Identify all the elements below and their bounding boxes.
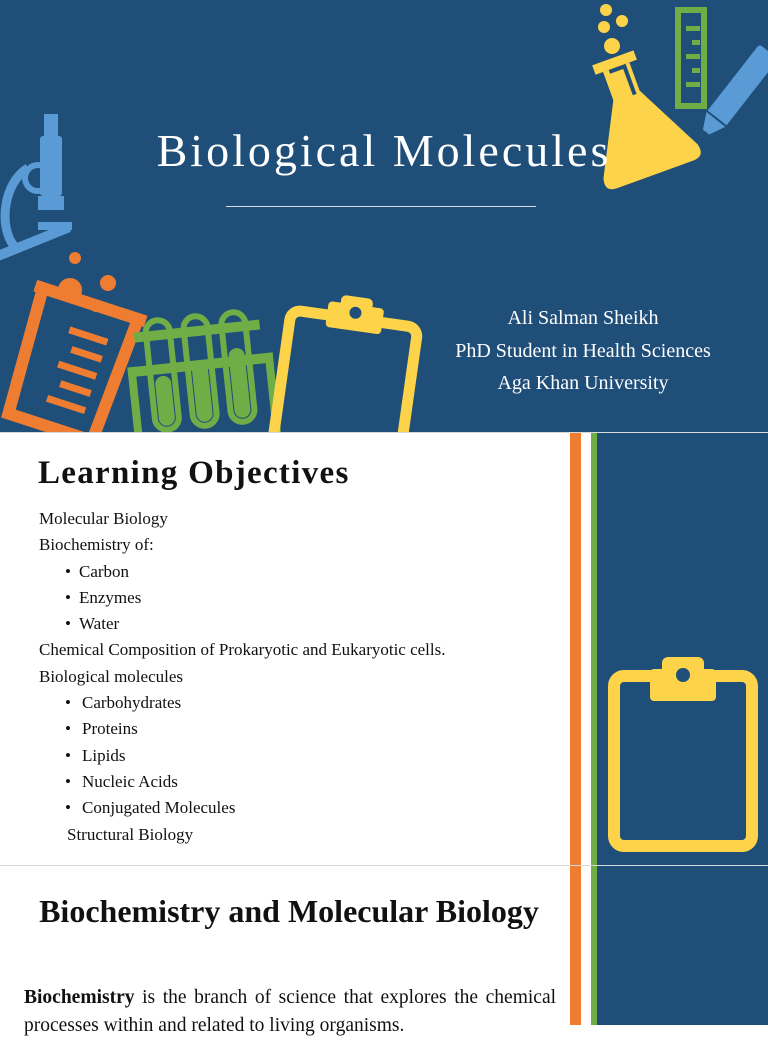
learning-objectives-title: Learning Objectives [38, 455, 350, 491]
author-institution: Aga Khan University [497, 372, 669, 394]
ruler-icon [678, 10, 704, 106]
bullet-icon: • [65, 587, 71, 607]
author-name: Ali Salman Sheikh [507, 307, 659, 329]
list-item: Molecular Biology [39, 509, 168, 528]
list-item: • Conjugated Molecules [39, 795, 446, 821]
list-item: Biochemistry of: [39, 535, 154, 555]
beaker-icon [0, 280, 147, 432]
test-tube-rack-icon [123, 309, 281, 432]
bullet-icon: • [65, 614, 71, 634]
title-underline [226, 206, 536, 207]
clipboard-icon [270, 288, 421, 432]
list-item: • Enzymes [39, 585, 446, 611]
definition-paragraph [24, 984, 556, 1040]
list-item: • Water [39, 611, 446, 637]
author-role: PhD Student in Health Sciences [455, 339, 711, 362]
list-item: Structural Biology [67, 824, 194, 844]
biochemistry-title: Biochemistry and Molecular Biology [39, 893, 539, 929]
clipboard-icon [600, 653, 768, 863]
list-item: • Nucleic Acids [39, 769, 446, 795]
definition-term: Biochemistry [24, 987, 135, 1008]
orange-stripe [570, 433, 581, 866]
definition-text: is the branch of science that explores the chemical processes within and related to living organisms. [24, 987, 557, 1036]
white-stripe [581, 866, 591, 1025]
bullet-icon: • [65, 561, 71, 581]
bullet-icon: • [65, 771, 71, 791]
author-block [430, 302, 736, 400]
bullet-icon: • [65, 798, 71, 818]
bullet-icon: • [65, 693, 71, 713]
navy-side-panel [597, 866, 768, 1025]
list-item: Chemical Composition of Prokaryotic and Eukaryotic cells. [39, 640, 446, 660]
list-item: • Carbohydrates [39, 690, 446, 716]
presentation-title: Biological Molecules [156, 125, 612, 176]
objectives-list [39, 506, 446, 848]
white-stripe [581, 433, 591, 866]
orange-stripe [570, 866, 581, 1025]
bullet-icon: • [65, 745, 71, 765]
list-item: • Proteins [39, 716, 446, 742]
list-item: • Carbon [39, 559, 446, 585]
list-item: Biological molecules [39, 666, 183, 686]
title-slide [0, 0, 768, 432]
list-item: • Lipids [39, 743, 446, 769]
bullet-icon: • [65, 719, 71, 739]
